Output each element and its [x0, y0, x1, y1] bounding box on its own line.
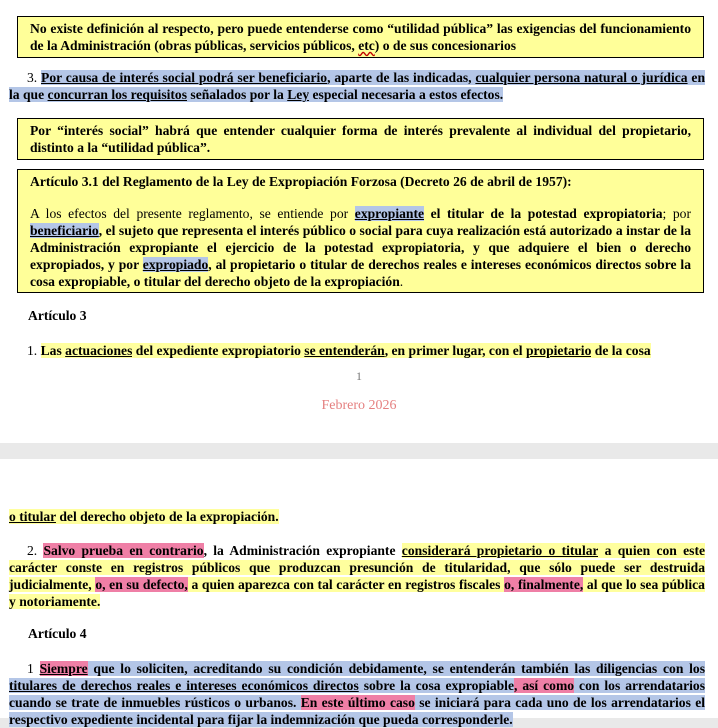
text-run: con los arrendatarios cuando se trate de inmuebles rústicos o urbanos. — [9, 678, 705, 710]
text-run: propietario — [525, 343, 592, 358]
text-run: titulares de derechos reales e intereses económicos directos — [9, 678, 359, 693]
text-run: Las — [40, 343, 66, 358]
text-run: etc — [358, 38, 375, 53]
text-run: del derecho objeto de la expropiación. — [55, 509, 279, 524]
text-run: al que lo sea pública y notoriamente. — [9, 577, 705, 609]
text-run: Por causa de interés social podrá ser beneficiario — [41, 70, 328, 85]
reglamento-article-body — [30, 205, 691, 290]
text-run: 2. — [27, 543, 44, 558]
text-run: ; por — [662, 206, 691, 221]
text-run: señalados por la — [187, 87, 288, 102]
page-number: 1 — [356, 369, 362, 383]
text-run: se iniciará para cada uno de los arrendatarios el respectivo expediente incidental para fijar la indemnización que pueda corresponderle. — [9, 695, 705, 727]
text-run: ) o de sus concesionarios — [374, 38, 517, 53]
text-run: que lo soliciten, acreditando su condición debidamente, se entenderán también las diligencias con los — [87, 661, 705, 676]
text-run: considerará propietario o titular — [401, 543, 599, 558]
page-footer-date: Febrero 2026 — [321, 398, 397, 413]
text-run: , al propietario o titular de derechos reales e intereses económicos directos sobre la cosa expropiable, o titular del derecho objeto de la expropiación — [30, 257, 691, 289]
text-run: , en primer lugar, con el — [384, 343, 526, 358]
document-page-2 — [0, 459, 718, 727]
text-run: en la que — [9, 70, 705, 102]
text-run: Ley — [287, 87, 310, 102]
paragraph-art3-2 — [9, 542, 705, 610]
text-run: sobre la cosa expropiable — [358, 678, 514, 693]
text-run: del expediente expropiatorio — [132, 343, 305, 358]
text-run: 1. — [27, 343, 41, 358]
text-run: o, finalmente, — [504, 577, 584, 592]
text-run: a quien con este carácter conste en registros públicos que produzcan presunción de titularidad, que sólo puede ser destruida judicialmente, — [9, 543, 706, 592]
text-run: , la Administración expropiante — [203, 543, 402, 558]
text-run: a quien aparezca con tal carácter en registros fiscales — [187, 577, 505, 592]
text-run: Por “interés social” habrá que entender cualquier forma de interés prevalente al individual del propietario, distinto a la “utilidad pública”. — [30, 123, 691, 155]
text-run: . — [399, 274, 404, 289]
text-run: , aparte de las indicadas, — [327, 70, 476, 85]
text-run: de la cosa — [591, 343, 651, 358]
text-run: 3. — [27, 70, 42, 85]
paragraph-continuation — [9, 508, 705, 525]
heading-articulo-4: Artículo 4 — [28, 626, 87, 641]
text-run: o titular — [9, 509, 56, 524]
reglamento-article-title: Artículo 3.1 del Reglamento de la Ley de Expropiación Forzosa (Decreto 26 de abril de 1957): — [30, 174, 572, 189]
text-run: especial necesaria a estos efectos. — [309, 87, 504, 102]
paragraph-art4-1 — [9, 660, 705, 728]
text-run: cualquier persona natural o jurídica — [475, 70, 688, 85]
paragraph-3-interes-social — [9, 69, 705, 103]
paragraph-art3-1 — [9, 342, 705, 359]
text-run: 1 — [27, 661, 40, 676]
text-run: expropiado — [142, 257, 209, 272]
text-run: A los efectos del presente reglamento, se entiende por — [30, 206, 355, 221]
text-run: En este último caso — [300, 695, 415, 710]
text-run: expropiante — [354, 206, 425, 221]
text-run: No existe definición al respecto, pero puede entenderse como “utilidad pública” las exigencias del funcionamiento de la Administración (obras públicas, servicios públicos, — [30, 21, 691, 53]
page-gap — [0, 443, 718, 459]
text-run: , así como — [513, 678, 575, 693]
text-run: se entenderán — [304, 343, 385, 358]
note-box-interes-social — [17, 118, 704, 160]
heading-articulo-3: Artículo 3 — [28, 308, 87, 323]
text-run: actuaciones — [65, 343, 133, 358]
reglamento-article-box — [17, 169, 704, 293]
note-box-utilidad-publica — [17, 16, 704, 58]
text-run: el titular de la potestad expropiatoria — [424, 206, 663, 221]
text-run: , el sujeto que representa el interés público o social para cuya realización está autorizado a instar de la Administración expropiante el ejercicio de la potestad expropiatoria, y que adquiere el bien o derecho expropiados, y por — [30, 223, 691, 272]
text-run: o, en su defecto, — [95, 577, 188, 592]
text-run: concurran los requisitos — [47, 87, 187, 102]
text-run: Salvo prueba en contrario — [43, 543, 204, 558]
text-run: Siempre — [39, 661, 88, 676]
text-run: beneficiario — [30, 223, 99, 238]
